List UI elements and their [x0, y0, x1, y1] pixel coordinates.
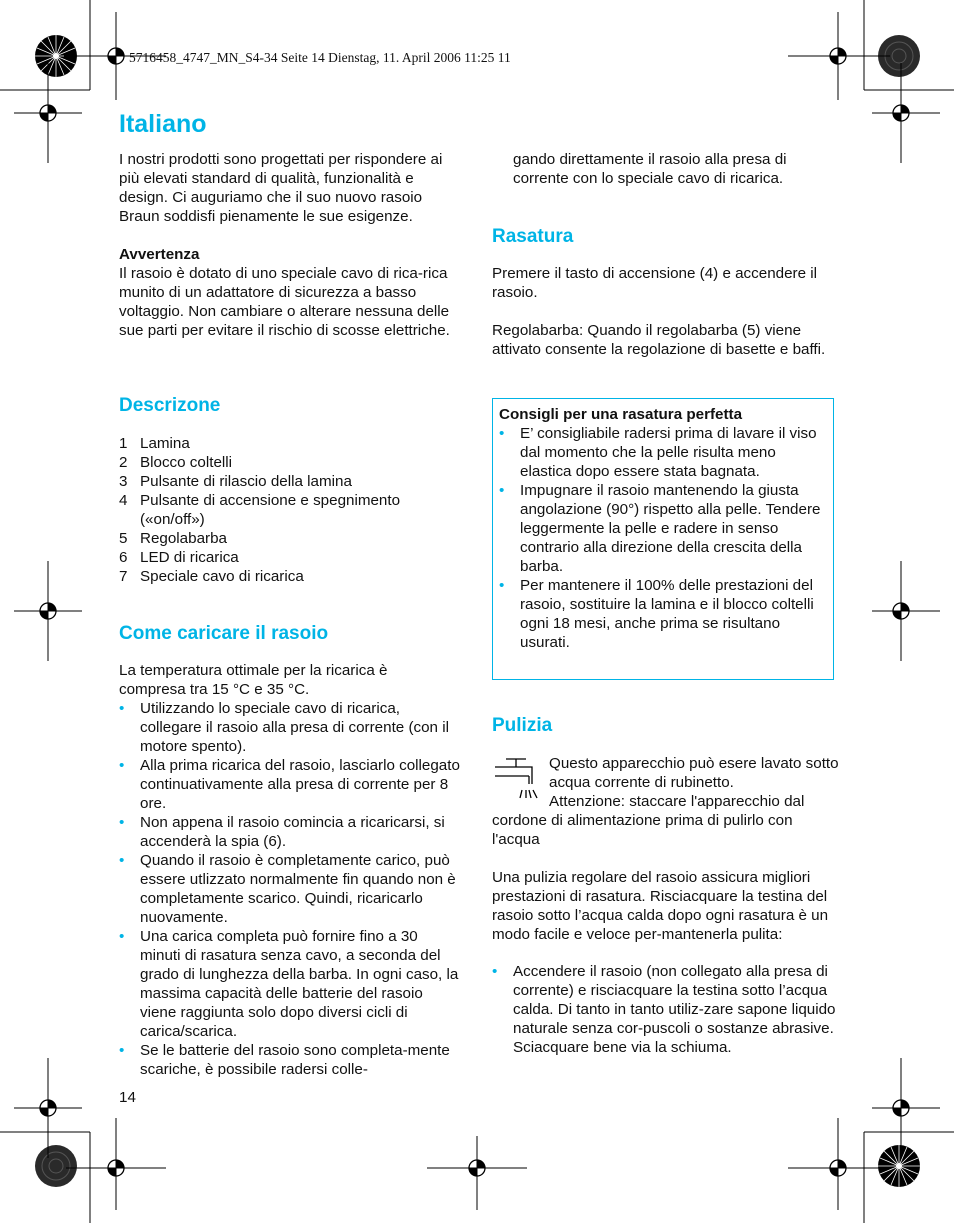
item-number: 1 — [119, 435, 128, 452]
charging-list — [119, 699, 462, 1079]
page-title: Italiano — [119, 110, 207, 138]
list-item: • Quando il rasoio è completamente carico, può essere utlizzato normalmente fin quando non è completamente scarico. Quindi, ricaricarlo nuovamente. — [119, 851, 462, 927]
description-list — [119, 434, 462, 586]
cleaning-tap-text-2: Attenzione: staccare l'apparecchio dal — [549, 793, 805, 810]
list-item — [119, 529, 462, 548]
tips-heading: Consigli per una rasatura perfetta — [499, 406, 743, 423]
list-item: • Utilizzando lo speciale cavo di ricarica, collegare il rasoio alla presa di corrente (con il motore spento). — [119, 699, 462, 756]
cleaning-tap-text-1: Questo apparecchio può esere lavato sotto acqua corrente di rubinetto. — [549, 755, 839, 791]
charging-heading: Come caricare il rasoio — [119, 623, 329, 644]
water-tap-icon — [492, 756, 540, 802]
charging-continuation: gando direttamente il rasoio alla presa di corrente con lo speciale cavo di ricarica. — [513, 151, 787, 187]
item-text: Pulsante di accensione e spegnimento («on/off») — [140, 492, 401, 528]
list-item: • Non appena il rasoio comincia a ricaricarsi, si accenderà la spia (6). — [119, 813, 462, 851]
description-heading: Descrizone — [119, 395, 221, 416]
item-number: 7 — [119, 568, 128, 585]
list-item — [119, 434, 462, 453]
list-item: • Impugnare il rasoio mantenendo la giusta angolazione (90°) rispetto alla pelle. Tendere leggermente la pelle e radere in senso contrario alla direzione della crescita della barba. — [499, 481, 821, 576]
item-text: LED di ricarica — [140, 549, 239, 566]
list-item — [119, 548, 462, 567]
list-item: • Una carica completa può fornire fino a 30 minuti di rasatura senza cavo, a seconda del grado di lunghezza della barba. In ogni caso, la massima capacità delle batterie del rasoio viene raggiunta solo dopo diversi cicli di carica/scarica. — [119, 927, 462, 1041]
cleaning-tap-text-3: cordone di alimentazione prima di pulirlo con l'acqua — [492, 812, 793, 848]
item-number: 2 — [119, 454, 128, 471]
cleaning-paragraph: Una pulizia regolare del rasoio assicura migliori prestazioni di rasatura. Risciacquare la testina del rasoio sotto l’acqua calda dopo ogni rasatura è un modo facile e veloce per-mantenerla pulita: — [492, 869, 829, 943]
item-text: Blocco coltelli — [140, 454, 233, 471]
item-text: Pulsante di rilascio della lamina — [140, 473, 352, 490]
list-item: • Per mantenere il 100% delle prestazioni del rasoio, sostituire la lamina e il blocco coltelli ogni 18 mesi, anche prima se risultano usurati. — [499, 576, 821, 652]
item-text: Speciale cavo di ricarica — [140, 568, 304, 585]
warning-heading: Avvertenza — [119, 246, 200, 263]
page-number: 14 — [119, 1089, 136, 1106]
cleaning-heading: Pulizia — [492, 715, 553, 736]
intro-paragraph: I nostri prodotti sono progettati per rispondere ai più elevati standard di qualità, funzionalità e design. Ci auguriamo che il suo nuovo rasoio Braun soddisfi pienamente le sue esigenze. — [119, 151, 443, 225]
shaving-heading: Rasatura — [492, 226, 574, 247]
list-item — [119, 453, 462, 472]
item-number: 3 — [119, 473, 128, 490]
list-item: • Accendere il rasoio (non collegato alla presa di corrente) e risciacquare la testina sotto l’acqua calda. Di tanto in tanto utiliz-zare sapone liquido naturale senza cor-puscoli o sostanze abrasive. Sciacquare bene via la schiuma. — [492, 962, 836, 1057]
list-item — [119, 491, 462, 529]
print-header-meta: 5716458_4747_MN_S4-34 Seite 14 Dienstag, 11. April 2006 11:25 11 — [129, 50, 511, 65]
list-item: • E’ consigliabile radersi prima di lavare il viso dal momento che la pelle risulta meno elastica dopo essere stata bagnata. — [499, 424, 821, 481]
list-item — [119, 567, 462, 586]
list-item: • Se le batterie del rasoio sono completa-mente scariche, è possibile radersi colle- — [119, 1041, 462, 1079]
item-number: 5 — [119, 530, 128, 547]
charging-intro: La temperatura ottimale per la ricarica è compresa tra 15 °C e 35 °C. — [119, 662, 388, 698]
tips-box — [492, 398, 834, 680]
cleaning-list — [492, 962, 836, 1057]
item-text: Lamina — [140, 435, 190, 452]
item-number: 4 — [119, 492, 128, 509]
warning-text: Il rasoio è dotato di uno speciale cavo di rica-rica munito di un adattatore di sicurezza a basso voltaggio. Non cambiare o alterare nessuna delle sue parti per evitare il rischio di scosse elettriche. — [119, 265, 450, 339]
item-text: Regolabarba — [140, 530, 227, 547]
shaving-paragraph-2: Regolabarba: Quando il regolabarba (5) viene attivato consente la regolazione di basette e baffi. — [492, 322, 826, 358]
list-item: • Alla prima ricarica del rasoio, lasciarlo collegato continuativamente alla presa di corrente per 8 ore. — [119, 756, 462, 813]
list-item — [119, 472, 462, 491]
shaving-paragraph-1: Premere il tasto di accensione (4) e accendere il rasoio. — [492, 265, 818, 301]
item-number: 6 — [119, 549, 128, 566]
tips-list — [499, 424, 821, 652]
